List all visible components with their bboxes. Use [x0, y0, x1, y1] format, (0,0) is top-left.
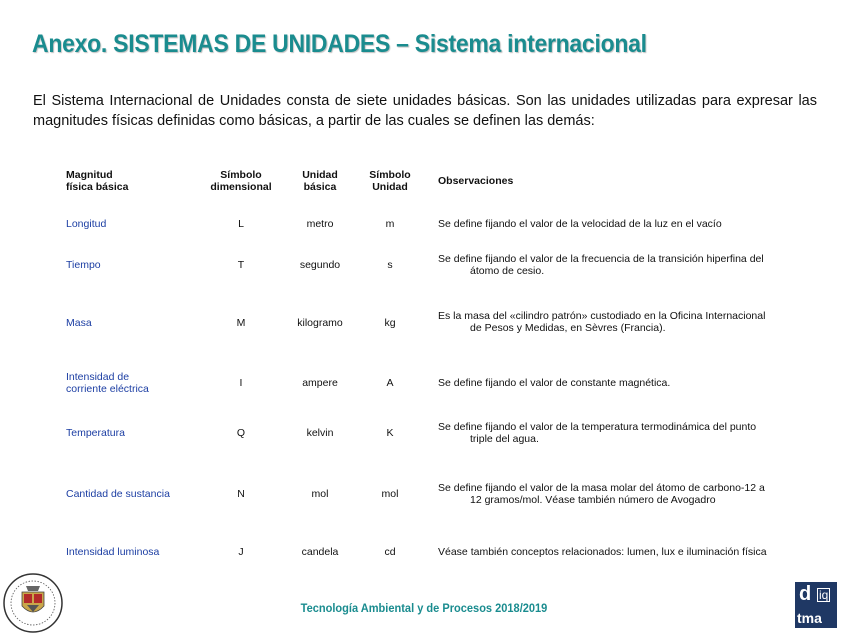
cell-observaciones: Se define fijando el valor de constante magnética.: [438, 377, 671, 389]
cell-magnitud: Tiempo: [66, 259, 101, 271]
cell-simbolo-unidad: m: [385, 218, 395, 230]
cell-unidad: kilogramo: [297, 317, 343, 329]
cell-simbolo-unidad: s: [387, 259, 393, 271]
cell-simbolo-unidad: mol: [381, 488, 399, 500]
cell-simbolo-unidad: A: [386, 377, 394, 389]
cell-observaciones: Véase también conceptos relacionados: lumen, lux e iluminación física: [438, 546, 767, 558]
table-row: [66, 415, 826, 471]
cell-unidad: mol: [311, 488, 329, 500]
header-unidad-basica: Unidad básica: [302, 168, 338, 193]
table-row: [66, 533, 826, 573]
cell-unidad: candela: [301, 546, 339, 558]
cell-simbolo-unidad: K: [386, 427, 394, 439]
header-simbolo-unidad: Símbolo Unidad: [369, 168, 411, 193]
table-row: [66, 471, 826, 533]
cell-magnitud: Cantidad de sustancia: [66, 488, 170, 500]
cell-simbolo-dim: L: [238, 218, 244, 230]
cell-observaciones: Se define fijando el valor de la frecuencia de la transición hiperfina del átomo de cesio.: [438, 253, 764, 277]
cell-magnitud: Intensidad de corriente eléctrica: [66, 371, 149, 395]
table-row: [66, 249, 826, 301]
cell-magnitud: Intensidad luminosa: [66, 546, 160, 558]
cell-observaciones: Se define fijando el valor de la velocidad de la luz en el vacío: [438, 218, 722, 230]
table-row: [66, 201, 826, 249]
cell-observaciones: Se define fijando el valor de la temperatura termodinámica del punto triple del agua.: [438, 421, 757, 445]
cell-unidad: metro: [306, 218, 334, 230]
cell-observaciones: Se define fijando el valor de la masa molar del átomo de carbono-12 a 12 gramos/mol. Véase también número de Avogadro: [438, 482, 765, 506]
header-magnitud: Magnitud física básica: [66, 168, 129, 193]
cell-observaciones: Es la masa del «cilindro patrón» custodiado en la Oficina Internacional de Pesos y Medidas, en Sèvres (Francia).: [438, 310, 766, 334]
header-simbolo-dimensional: Símbolo dimensional: [210, 168, 272, 193]
cell-unidad: ampere: [302, 377, 338, 389]
footer-course-title: Tecnología Ambiental y de Procesos 2018/2019: [300, 601, 548, 615]
cell-simbolo-dim: Q: [236, 427, 246, 439]
si-units-table: [66, 160, 826, 573]
header-observaciones: Observaciones: [438, 174, 514, 187]
cell-magnitud: Temperatura: [66, 427, 125, 439]
table-row: [66, 359, 826, 415]
cell-simbolo-dim: M: [236, 317, 246, 329]
table-header-row: [66, 160, 826, 201]
diqtma-logo-icon: d iq tma: [795, 582, 837, 628]
cell-simbolo-dim: T: [237, 259, 245, 271]
table-row: [66, 301, 826, 359]
cell-unidad: segundo: [299, 259, 341, 271]
intro-paragraph: El Sistema Internacional de Unidades consta de siete unidades básicas. Son las unidades utilizadas para expresar las magnitudes físicas definidas como básicas, a partir de las cuales se definen las demás:: [33, 93, 817, 129]
cell-magnitud: Longitud: [66, 218, 107, 230]
cell-simbolo-unidad: kg: [384, 317, 396, 329]
cell-unidad: kelvin: [306, 427, 334, 439]
cell-magnitud: Masa: [66, 317, 92, 329]
cell-simbolo-dim: N: [237, 488, 245, 500]
page-title: Anexo. SISTEMAS DE UNIDADES – Sistema internacional: [32, 30, 647, 58]
cell-simbolo-dim: J: [238, 546, 244, 558]
cell-simbolo-dim: I: [239, 377, 243, 389]
cell-simbolo-unidad: cd: [384, 546, 396, 558]
